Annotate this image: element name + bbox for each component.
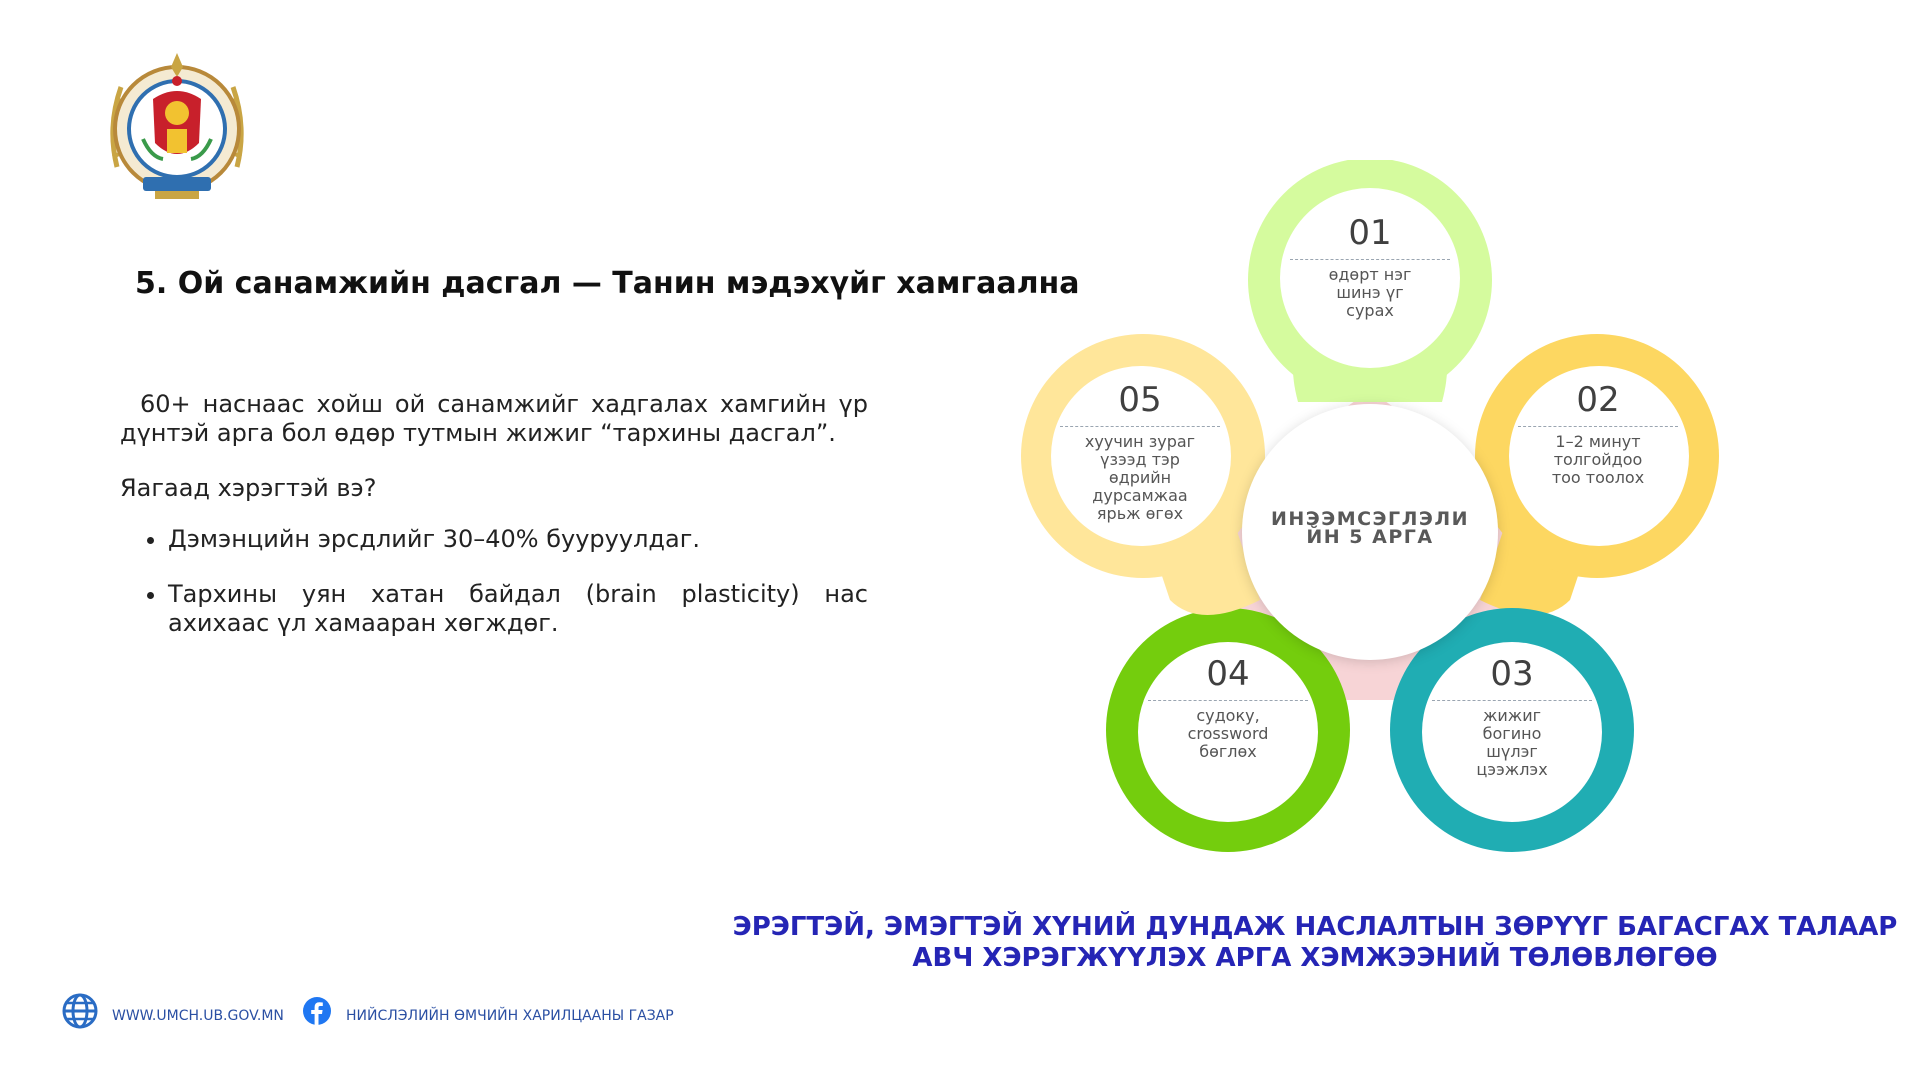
body-content bbox=[120, 390, 868, 664]
step-01 bbox=[1290, 213, 1450, 320]
plan-title: ЭРЭГТЭЙ, ЭМЭГТЭЙ ХҮНИЙ ДУНДАЖ НАСЛАЛТЫН ЗӨРҮҮГ БАГАСГАХ ТАЛААР АВЧ ХЭРЭГЖҮҮЛЭХ АРГА ХЭМЖЭЭНИЙ ТӨЛӨВЛӨГӨӨ bbox=[732, 912, 1898, 973]
step-line: хуучин зураг bbox=[1084, 432, 1196, 451]
bullet-item: • Тархины уян хатан байдал (brain plasticity) нас ахихаас үл хамааран хөгждөг. bbox=[168, 580, 868, 638]
step-number: 05 bbox=[1118, 380, 1162, 420]
step-line: жижиг bbox=[1482, 706, 1542, 725]
divider bbox=[1518, 426, 1678, 427]
step-line: өдөрт нэг bbox=[1328, 265, 1412, 284]
step-02 bbox=[1518, 380, 1678, 487]
step-line: шүлэг bbox=[1486, 742, 1538, 761]
step-text bbox=[1060, 433, 1220, 523]
divider bbox=[1432, 700, 1592, 701]
footer-website[interactable] bbox=[62, 993, 284, 1029]
step-03 bbox=[1432, 654, 1592, 779]
step-number: 04 bbox=[1206, 654, 1250, 694]
center-label bbox=[1270, 510, 1470, 546]
step-text bbox=[1518, 433, 1678, 487]
step-line: бөглөх bbox=[1199, 742, 1257, 761]
step-line: цээжлэх bbox=[1476, 760, 1548, 779]
step-line: судоку, bbox=[1196, 706, 1260, 725]
step-text bbox=[1432, 707, 1592, 779]
step-line: сурах bbox=[1346, 301, 1394, 320]
bullet-list bbox=[120, 525, 868, 638]
bullet-item: • Дэмэнцийн эрсдлийг 30–40% бууруулдаг. bbox=[168, 525, 868, 554]
center-label-line: ИНЭЭМСЭГЛЭЛИ bbox=[1271, 508, 1469, 530]
step-line: үзээд тэр bbox=[1100, 450, 1180, 469]
step-text bbox=[1290, 266, 1450, 320]
step-line: шинэ үг bbox=[1336, 283, 1404, 302]
facebook-icon bbox=[302, 996, 332, 1026]
agency-logo bbox=[103, 47, 251, 203]
divider bbox=[1148, 700, 1308, 701]
center-label-line: ЙН 5 АРГА bbox=[1306, 526, 1434, 548]
step-line: тоо тоолох bbox=[1551, 468, 1645, 487]
section-heading: 5. Ой санамжийн дасгал — Танин мэдэхүйг хамгаална bbox=[135, 266, 1080, 301]
globe-icon bbox=[62, 993, 98, 1029]
step-text bbox=[1148, 707, 1308, 761]
step-04 bbox=[1148, 654, 1308, 761]
seal-emblem-icon bbox=[103, 47, 251, 203]
step-line: өдрийн bbox=[1108, 468, 1172, 487]
step-line: богино bbox=[1482, 724, 1542, 743]
step-line: дурсамжаа bbox=[1092, 486, 1188, 505]
divider bbox=[1290, 259, 1450, 260]
question-line: Яагаад хэрэгтэй вэ? bbox=[120, 474, 377, 502]
intro-paragraph: 60+ наснаас хойш ой санамжийг хадгалах хамгийн үр дүнтэй арга бол өдөр тутмын жижиг “тархины дасгал”. bbox=[120, 390, 868, 447]
step-number: 03 bbox=[1490, 654, 1534, 694]
divider bbox=[1060, 426, 1220, 427]
step-number: 02 bbox=[1576, 380, 1620, 420]
footer-facebook[interactable] bbox=[302, 993, 674, 1029]
website-link[interactable]: WWW.UMCH.UB.GOV.MN bbox=[112, 1008, 284, 1024]
step-line: ярьж өгөх bbox=[1096, 504, 1184, 523]
step-05 bbox=[1060, 380, 1220, 523]
step-line: crossword bbox=[1187, 724, 1269, 743]
step-line: 1–2 минут bbox=[1555, 432, 1641, 451]
step-number: 01 bbox=[1348, 213, 1392, 253]
step-line: толгойдоо bbox=[1553, 450, 1643, 469]
facebook-link[interactable]: НИЙСЛЭЛИЙН ӨМЧИЙН ХАРИЛЦААНЫ ГАЗАР bbox=[346, 1008, 674, 1024]
